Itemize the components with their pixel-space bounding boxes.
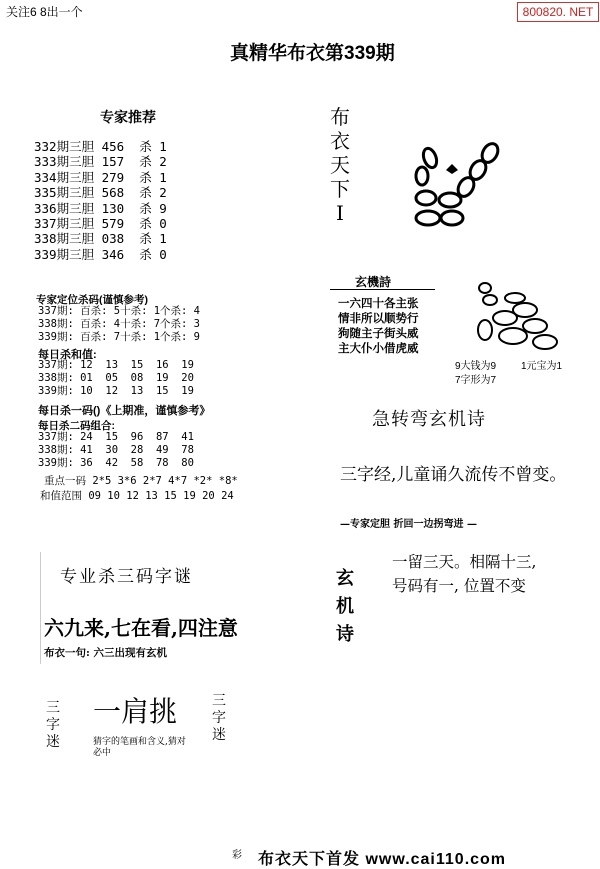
jizhuan-title: 急转弯玄机诗: [372, 409, 486, 429]
hezhi-title: 每日杀和值:: [38, 349, 97, 361]
list-item: 337期: 24 15 96 87 41: [38, 431, 194, 443]
list-item: 334期三胆 279 杀 1: [34, 169, 167, 185]
top-left-note: 关注6 8出一个: [6, 5, 83, 19]
coin-pile-icon: [465, 280, 565, 355]
list-item: 338期: 百杀: 4十杀: 7个杀: 3: [38, 317, 201, 330]
xuanji-title: 玄機詩: [355, 275, 392, 289]
bottom-mark: 彩: [232, 850, 242, 861]
watermark-badge: 800820. NET: [517, 2, 599, 22]
yiliu-line: 号码有一, 位置不变: [392, 577, 526, 595]
poem-line: 狗随主子街头威: [338, 326, 419, 340]
money-note: 7字形为7: [455, 375, 497, 386]
yiliu-line: 一留三天。相隔十三,: [392, 553, 537, 571]
buyi-vertical-title: 布衣天下I: [330, 105, 350, 225]
riddle-line: 六九来,七在看,四注意: [44, 616, 238, 640]
money-note: 9大钱为9: [455, 361, 497, 372]
list-item: 338期: 01 05 08 19 20: [38, 372, 194, 384]
bottom-footer: 布衣天下首发 www.cai110.com: [258, 851, 507, 868]
chain-coins-icon: [400, 140, 520, 235]
dingwei-list: [38, 305, 200, 343]
erma-list: [38, 431, 194, 471]
list-item: 337期: 12 13 15 16 19: [38, 359, 194, 371]
hezhi-range-line: 和值范围 09 10 12 13 15 19 20 24: [40, 490, 234, 502]
dingdan-line: —专家定胆 折回一边拐弯进 —: [340, 519, 477, 530]
yima-title: 每日杀一码()《上期准，谨慎参考》: [38, 405, 211, 417]
poem-line: 情非所以顺势行: [338, 311, 419, 325]
xuanji-poem: [338, 296, 419, 356]
list-item: 339期: 10 12 13 15 19: [38, 385, 194, 397]
expert-section-title: 专家推荐: [100, 109, 156, 125]
expert-list: [34, 139, 167, 262]
list-item: 335期三胆 568 杀 2: [34, 185, 167, 201]
dingwei-title: 专家定位杀码(谨慎参考): [36, 294, 148, 306]
list-item: 338期三胆 038 杀 1: [34, 231, 167, 247]
zhongdian-line: 重点一码 2*5 3*6 2*7 4*7 *2* *8*: [44, 475, 238, 487]
riddle-big-word: 一肩挑: [93, 695, 178, 728]
poem-line: 一六四十各主张: [338, 296, 419, 310]
list-item: 339期: 36 42 58 78 80: [38, 457, 194, 470]
divider: [330, 289, 435, 290]
list-item: 333期三胆 157 杀 2: [34, 154, 167, 170]
list-item: 337期: 百杀: 5十杀: 1个杀: 4: [38, 305, 201, 317]
zimi-right-vertical: 三字迷: [212, 693, 226, 743]
poem-line: 主大仆小借虎威: [338, 341, 419, 355]
money-note: 1元宝为1: [521, 361, 563, 372]
list-item: 339期三胆 346 杀 0: [34, 246, 167, 262]
riddle-hint: 猜字的笔画和含义,猜对必中: [93, 737, 186, 758]
sanzijing-line: 三字经,儿童诵久流传不曾变。: [340, 465, 567, 485]
erma-title: 每日杀二码组合:: [38, 420, 115, 432]
list-item: 338期: 41 30 28 49 78: [38, 444, 194, 457]
hezhi-list: [38, 359, 194, 398]
list-item: 337期三胆 579 杀 0: [34, 216, 167, 232]
zimi-left-vertical: 三字迷: [46, 700, 60, 750]
buyi-line: 布衣一句: 六三出现有玄机: [44, 647, 168, 659]
xuanji-vertical-title: 玄机诗: [336, 568, 354, 645]
riddle-title: 专业杀三码字谜: [60, 567, 193, 586]
list-item: 336期三胆 130 杀 9: [34, 200, 167, 216]
list-item: 339期: 百杀: 7十杀: 1个杀: 9: [38, 330, 201, 343]
list-item: 332期三胆 456 杀 1: [34, 139, 167, 154]
page-title: 真精华布衣第339期: [230, 43, 395, 64]
